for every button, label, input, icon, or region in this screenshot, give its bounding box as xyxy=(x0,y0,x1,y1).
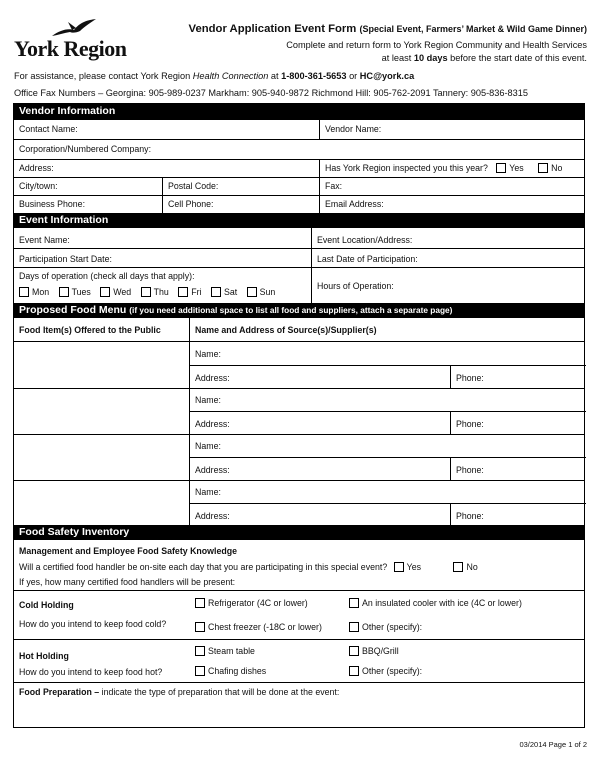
cold-holding-title: Cold Holding xyxy=(19,600,74,610)
handler-count-field[interactable]: If yes, how many certified food handlers will be present: xyxy=(19,577,236,587)
email-field[interactable]: Email Address: xyxy=(325,199,384,209)
hot-other-checkbox[interactable] xyxy=(349,666,359,676)
supplier-phone-field[interactable]: Phone: xyxy=(456,511,484,521)
supplier-name-field[interactable]: Name: xyxy=(195,349,221,359)
bbq-checkbox[interactable] xyxy=(349,646,359,656)
supplier-address-field[interactable]: Address: xyxy=(195,373,230,383)
inspected-no-checkbox[interactable] xyxy=(538,163,548,173)
hours-field[interactable]: Hours of Operation: xyxy=(317,281,394,291)
hot-holding-question: How do you intend to keep food hot? xyxy=(19,667,163,677)
hot-option-steam: Steam table xyxy=(195,646,255,656)
supplier-name-field[interactable]: Name: xyxy=(195,395,221,405)
supplier-phone-field[interactable]: Phone: xyxy=(456,465,484,475)
day-sun-checkbox[interactable] xyxy=(247,287,257,297)
fax-numbers: Office Fax Numbers – Georgina: 905-989-0237 Markham: 905-940-9872 Richmond Hill: 905-762-2091 Tannery: 905-836-8315 xyxy=(14,88,528,98)
day-fri-checkbox[interactable] xyxy=(178,287,188,297)
supplier-address-field[interactable]: Address: xyxy=(195,511,230,521)
section-food-safety-inventory: Food Safety Inventory xyxy=(14,525,584,540)
hot-option-other: Other (specify): xyxy=(349,666,422,676)
cooler-checkbox[interactable] xyxy=(349,598,359,608)
start-date-field[interactable]: Participation Start Date: xyxy=(19,254,112,264)
day-mon-checkbox[interactable] xyxy=(19,287,29,297)
day-sat-checkbox[interactable] xyxy=(211,287,221,297)
contact-name-field[interactable]: Contact Name: xyxy=(19,124,78,134)
last-date-field[interactable]: Last Date of Participation: xyxy=(317,254,418,264)
email-address: HC@york.ca xyxy=(359,71,415,81)
supplier-phone-field[interactable]: Phone: xyxy=(456,419,484,429)
event-location-field[interactable]: Event Location/Address: xyxy=(317,235,413,245)
section-vendor-information: Vendor Information xyxy=(14,104,584,119)
days-of-operation-label: Days of operation (check all days that apply): xyxy=(19,271,195,281)
cold-option-freezer: Chest freezer (-18C or lower) xyxy=(195,622,322,632)
form-title: Vendor Application Event Form (Special Event, Farmers’ Market & Wild Game Dinner) xyxy=(188,23,587,35)
page-footer: 03/2014 Page 1 of 2 xyxy=(519,740,587,749)
section-event-information: Event Information xyxy=(14,213,584,228)
certified-handler-question: Will a certified food handler be on-site each day that you are participating in this special event? Yes No xyxy=(19,562,478,572)
supplier-name-field[interactable]: Name: xyxy=(195,487,221,497)
assistance-line: For assistance, please contact York Region Health Connection at 1-800-361-5653 or HC@york.ca xyxy=(14,71,415,81)
application-form xyxy=(13,103,585,728)
food-safety-knowledge-title: Management and Employee Food Safety Knowledge xyxy=(19,546,238,556)
supplier-phone-field[interactable]: Phone: xyxy=(456,373,484,383)
logo-text: York Region xyxy=(14,36,127,61)
cold-other-checkbox[interactable] xyxy=(349,622,359,632)
corporation-field[interactable]: Corporation/Numbered Company: xyxy=(19,144,152,154)
food-preparation-field[interactable]: Food Preparation – indicate the type of preparation that will be done at the event: xyxy=(19,687,340,697)
fax-field[interactable]: Fax: xyxy=(325,181,343,191)
inspected-question: Has York Region inspected you this year? Yes No xyxy=(325,163,563,173)
cold-option-cooler: An insulated cooler with ice (4C or lower) xyxy=(349,598,522,608)
supplier-address-field[interactable]: Address: xyxy=(195,419,230,429)
deadline-text: at least 10 days before the start date of this event. xyxy=(381,53,587,63)
days-checkboxes: Mon Tues Wed Thu Fri Sat Sun xyxy=(19,287,275,297)
day-thu-checkbox[interactable] xyxy=(141,287,151,297)
cold-option-refrigerator: Refrigerator (4C or lower) xyxy=(195,598,308,608)
cold-option-other: Other (specify): xyxy=(349,622,422,632)
cell-phone-field[interactable]: Cell Phone: xyxy=(168,199,214,209)
steam-table-checkbox[interactable] xyxy=(195,646,205,656)
certified-no-checkbox[interactable] xyxy=(453,562,463,572)
cold-holding-question: How do you intend to keep food cold? xyxy=(19,619,167,629)
hot-holding-title: Hot Holding xyxy=(19,651,69,661)
day-tues-checkbox[interactable] xyxy=(59,287,69,297)
hot-option-chafing: Chafing dishes xyxy=(195,666,266,676)
freezer-checkbox[interactable] xyxy=(195,622,205,632)
vendor-name-field[interactable]: Vendor Name: xyxy=(325,124,382,134)
hot-option-bbq: BBQ/Grill xyxy=(349,646,399,656)
section-proposed-food-menu: Proposed Food Menu (if you need additional space to list all food and suppliers, attach a separate page) xyxy=(14,303,584,318)
refrigerator-checkbox[interactable] xyxy=(195,598,205,608)
day-wed-checkbox[interactable] xyxy=(100,287,110,297)
business-phone-field[interactable]: Business Phone: xyxy=(19,199,86,209)
phone-number: 1-800-361-5653 xyxy=(281,71,347,81)
food-items-header: Food Item(s) Offered to the Public xyxy=(19,325,161,335)
city-field[interactable]: City/town: xyxy=(19,181,58,191)
address-field[interactable]: Address: xyxy=(19,163,54,173)
event-name-field[interactable]: Event Name: xyxy=(19,235,70,245)
postal-code-field[interactable]: Postal Code: xyxy=(168,181,219,191)
inspected-yes-checkbox[interactable] xyxy=(496,163,506,173)
return-instructions: Complete and return form to York Region Community and Health Services xyxy=(286,40,587,50)
chafing-checkbox[interactable] xyxy=(195,666,205,676)
york-region-logo xyxy=(14,18,144,66)
supplier-address-field[interactable]: Address: xyxy=(195,465,230,475)
certified-yes-checkbox[interactable] xyxy=(394,562,404,572)
supplier-name-field[interactable]: Name: xyxy=(195,441,221,451)
supplier-header: Name and Address of Source(s)/Supplier(s) xyxy=(195,325,377,335)
form-subtitle: (Special Event, Farmers’ Market & Wild Game Dinner) xyxy=(359,24,587,34)
